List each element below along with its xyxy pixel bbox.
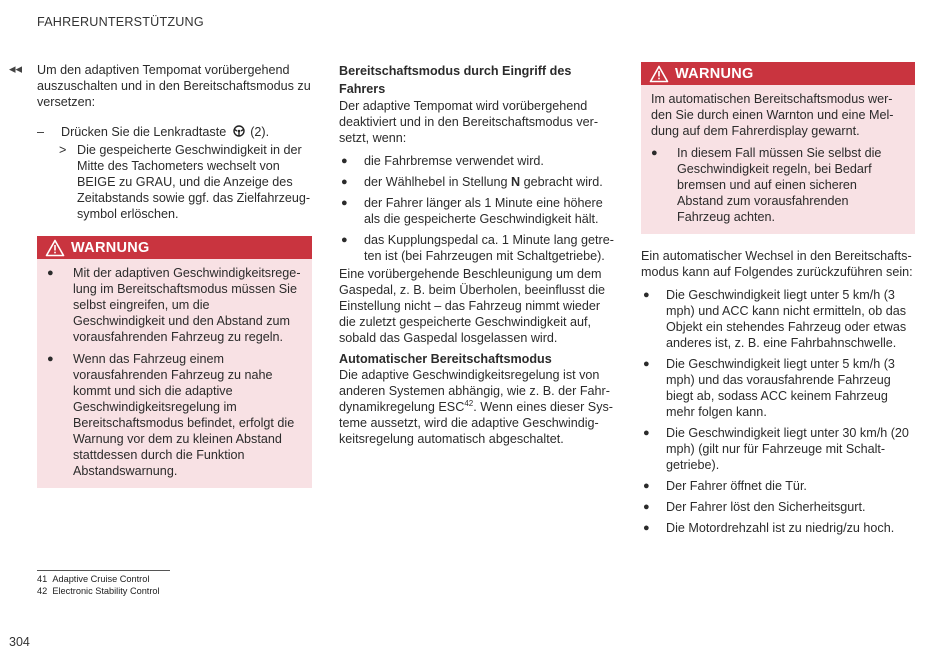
warning-triangle-icon xyxy=(649,65,669,83)
bullet-list xyxy=(641,287,915,536)
warning-item-text: Mit der adaptiven Geschwindigkeitsregelung im Bereitschaftsmodus müssen Sie selbst eingreifen, um die Geschwindigkeit und den Abstand zum vorausfahrenden Fahrzeug zu regeln. xyxy=(73,266,301,344)
warning-item-text: Wenn das Fahrzeug einem vorausfahrenden Fahrzeug zu nahe kommt und sich die adaptive Geschwindigkeitsregelung im Bereitschaftsmodus befindet, erfolgt die Warnung vor dem zu kleinen Abstand stattdessen durch die Funktion Abstandswarnung. xyxy=(73,352,295,478)
footnote xyxy=(37,573,149,585)
list-item-text: der Wählhebel in Stellung xyxy=(364,175,512,189)
list-item-text: das Kupplungspedal ca. 1 Minute lang getreten ist (bei Fahrzeugen mit Schaltgetriebe). xyxy=(364,233,614,263)
warning-item: ● Wenn das Fahrzeug einem vorausfahrenden Fahrzeug zu nahe kommt und sich die adaptive Geschwindigkeitsregelung im Bereitschaftsmodus befindet, erfolgt die Warnung vor dem zu kleinen Abstand stattdessen durch die Funktion Abstandswarnung. xyxy=(47,352,295,478)
warning-item: ● In diesem Fall müssen Sie selbst die Geschwindigkeit regeln, bei Bedarf bremsen und auf einen sicheren Abstand zum vorausfahrenden Fahrzeug achten. xyxy=(651,146,882,224)
gear-position-label: N xyxy=(511,175,521,189)
footnote-ref[interactable]: 42 xyxy=(464,398,474,408)
section-heading: Automatischer Bereitschaftsmodus xyxy=(339,352,552,366)
intro-text: Um den adaptiven Tempomat vorübergehend auszuschalten und in den Bereitschaftsmodus zu versetzen: xyxy=(37,63,311,109)
warning-header xyxy=(37,236,312,259)
warning-title: WARNUNG xyxy=(71,239,150,256)
step-item xyxy=(37,124,312,140)
list-item: ● Die Geschwindigkeit liegt unter 5 km/h (3 mph) und ACC kann nicht ermitteln, ob das Objekt ein stehendes Fahrzeug oder etwas anderes ist, z. B. eine Fahrbahnschwelle. xyxy=(643,288,907,350)
warning-item-text: In diesem Fall müssen Sie selbst die Geschwindigkeit regeln, bei Bedarf bremsen und auf einen sicheren Abstand zum vorausfahrenden Fahrzeug achten. xyxy=(677,146,882,224)
warning-text: Im automatischen Bereitschaftsmodus werden Sie durch einen Warnton und eine Meldung auf dem Fahrerdisplay gewarnt. xyxy=(651,92,894,138)
list-item: ● Der Fahrer öffnet die Tür. xyxy=(643,479,807,493)
warning-title: WARNUNG xyxy=(675,65,754,82)
list-item: ● Die Motordrehzahl ist zu niedrig/zu hoch. xyxy=(643,521,895,535)
steering-wheel-button-icon xyxy=(232,125,246,137)
list-item-text: die Fahrbremse verwendet wird. xyxy=(364,154,544,168)
page-header: FAHRERUNTERSTÜTZUNG xyxy=(37,15,204,29)
list-item-text: Die Geschwindigkeit liegt unter 5 km/h (3 mph) und das vorausfahrende Fahrzeug biegt ab, sodass ACC keinem Fahrzeug mehr folgen kann. xyxy=(666,357,895,419)
result-text: Die gespeicherte Geschwindigkeit in der Mitte des Tachometers wechselt von BEIGE zu GRAU, und die Anzeige des Zeitabstands sowie ggf. das Zielfahrzeugsymbol erlöschen. xyxy=(77,143,311,221)
footnote-text: Adaptive Cruise Control xyxy=(52,574,150,584)
list-item: ● der Wählhebel in Stellung N gebracht wird. xyxy=(341,175,603,189)
column-1 xyxy=(37,62,312,488)
footnote-number: 42 xyxy=(37,586,48,596)
column-3 xyxy=(641,62,915,541)
warning-body xyxy=(641,85,915,234)
list-item-text: Der Fahrer löst den Sicherheitsgurt. xyxy=(666,500,866,514)
footnote-number: 41 xyxy=(37,574,48,584)
list-item: ● Der Fahrer löst den Sicherheitsgurt. xyxy=(643,500,866,514)
warning-box-1 xyxy=(37,236,312,488)
column-2 xyxy=(339,62,614,447)
list-item-text: Die Geschwindigkeit liegt unter 30 km/h (20 mph) (gilt nur für Fahrzeuge mit Schaltgetriebe). xyxy=(666,426,909,472)
list-item: ● Die Geschwindigkeit liegt unter 5 km/h (3 mph) und das vorausfahrende Fahrzeug biegt ab, sodass ACC keinem Fahrzeug mehr folgen kann. xyxy=(643,357,895,419)
list-item-text: Der Fahrer öffnet die Tür. xyxy=(666,479,807,493)
list-item: ● das Kupplungspedal ca. 1 Minute lang getreten ist (bei Fahrzeugen mit Schaltgetriebe). xyxy=(341,233,614,263)
warning-body xyxy=(37,259,312,488)
list-item-text-end: gebracht wird. xyxy=(520,175,603,189)
list-item-text: der Fahrer länger als 1 Minute eine höhere als die gespeicherte Geschwindigkeit hält. xyxy=(364,196,603,226)
step-text-before: Drücken Sie die Lenkradtaste xyxy=(61,125,227,139)
list-item: ● Die Geschwindigkeit liegt unter 30 km/h (20 mph) (gilt nur für Fahrzeuge mit Schaltgetriebe). xyxy=(643,426,909,472)
page-number: 304 xyxy=(9,635,30,649)
paragraph-part: Die adaptive Geschwindigkeitsregelung ist von anderen Systemen abhängig, wie z. B. der Fahrdynamikregelung ESC xyxy=(339,368,610,414)
warning-triangle-icon xyxy=(45,239,65,257)
paragraph-part: . Wenn eines dieser Systeme aussetzt, wird die adaptive Geschwindigkeitsregelung automatisch abgeschaltet. xyxy=(339,400,613,446)
result-marker: > xyxy=(59,143,67,157)
result-item xyxy=(37,142,312,222)
section-heading: Bereitschaftsmodus durch Eingriff des Fahrers xyxy=(339,64,572,96)
paragraph: Eine vorübergehende Beschleunigung um dem Gaspedal, z. B. beim Überholen, beeinflusst die Einstellung nicht – das Fahrzeug nimmt wieder die zuletzt gespeicherte Geschwindigkeit auf, sobald das Gaspedal losgelassen wird. xyxy=(339,267,606,345)
back-arrows-icon[interactable]: ◂◂ xyxy=(9,61,23,76)
dash-marker: – xyxy=(37,125,45,139)
footnote-divider xyxy=(37,570,170,571)
list-item: ● der Fahrer länger als 1 Minute eine höhere als die gespeicherte Geschwindigkeit hält. xyxy=(341,196,603,226)
warning-header xyxy=(641,62,915,85)
list-item: ● die Fahrbremse verwendet wird. xyxy=(341,154,544,168)
list-item-text: Die Motordrehzahl ist zu niedrig/zu hoch. xyxy=(666,521,895,535)
warning-box-2 xyxy=(641,62,915,234)
paragraph xyxy=(339,367,614,447)
step-text-after: (2). xyxy=(250,125,270,139)
list-item-text: Die Geschwindigkeit liegt unter 5 km/h (3 mph) und ACC kann nicht ermitteln, ob das Objekt ein stehendes Fahrzeug oder etwas anderes ist, z. B. eine Fahrbahnschwelle. xyxy=(666,288,907,350)
intro-text: Ein automatischer Wechsel in den Bereitschaftsmodus kann auf Folgendes zurückzuführen sein: xyxy=(641,249,913,279)
footnote-text: Electronic Stability Control xyxy=(52,586,160,596)
warning-item: ● Mit der adaptiven Geschwindigkeitsregelung im Bereitschaftsmodus müssen Sie selbst eingreifen, um die Geschwindigkeit und den Abstand zum vorausfahrenden Fahrzeug zu regeln. xyxy=(47,266,301,344)
bullet-list xyxy=(339,153,614,264)
paragraph: Der adaptive Tempomat wird vorübergehend deaktiviert und in den Bereitschaftsmodus versetzt, wenn: xyxy=(339,99,599,145)
footnote xyxy=(37,585,160,597)
